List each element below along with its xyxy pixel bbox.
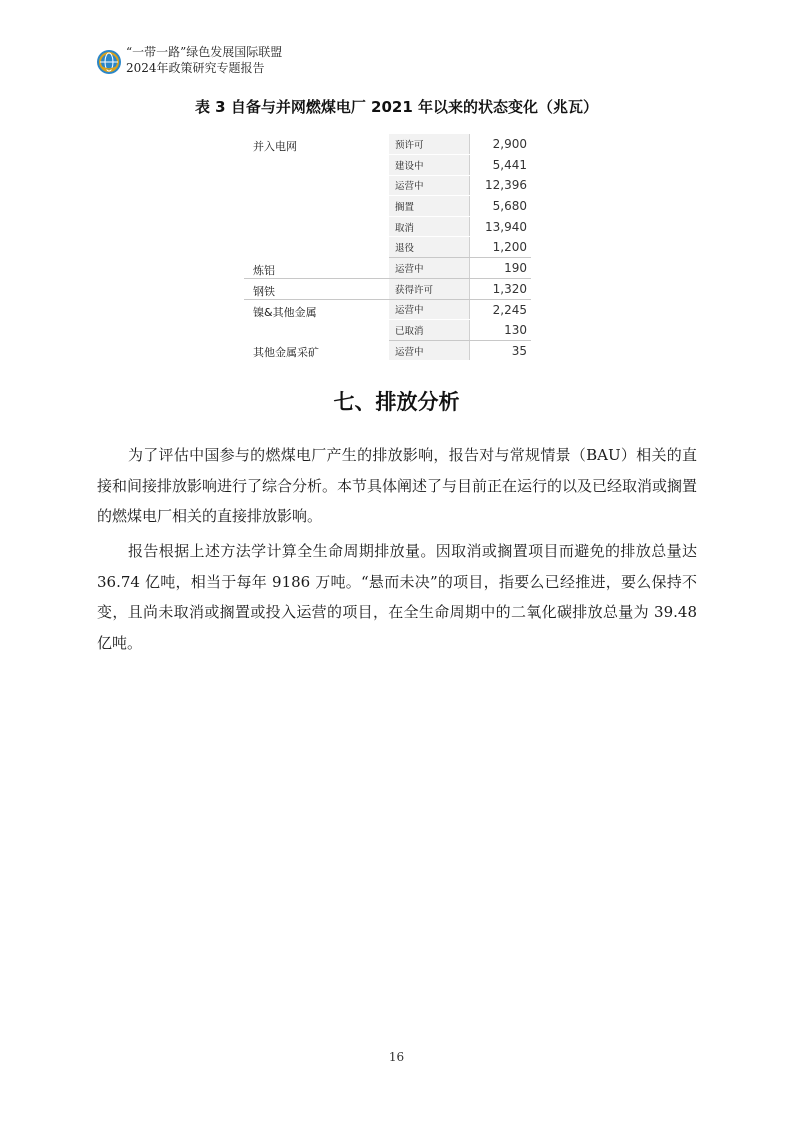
status-change-table: [244, 134, 531, 361]
page-number: 16: [388, 1050, 405, 1064]
table-row: [244, 299, 531, 320]
status-cell: 运营中: [389, 175, 469, 196]
category-cell: 其他金属采矿: [253, 346, 319, 360]
header-text: [126, 44, 282, 76]
table-title: 表 3 自备与并网燃煤电厂 2021 年以来的状态变化（兆瓦）: [194, 98, 599, 116]
body-paragraph: 报告根据上述方法学计算全生命周期排放量。因取消或搁置项目而避免的排放总量达 36.74 亿吨，相当于每年 9186 万吨。“悬而未决”的项目，指要么已经推进，要么保持不变，且尚未取消或搁置或投入运营的项目，在全生命周期中的二氧化碳排放总量为 39.48 亿吨。: [97, 542, 697, 652]
status-cell: 已取消: [389, 320, 469, 341]
value-cell: 1,200: [469, 237, 531, 258]
header-report-name: 2024年政策研究专题报告: [126, 61, 265, 75]
category-cell: 炼铝: [244, 258, 389, 279]
value-cell: 2,900: [469, 134, 531, 155]
category-cell: 并入电网: [253, 140, 297, 153]
category-cell: 钢铁: [244, 278, 389, 299]
table-row: [244, 258, 531, 279]
alliance-globe-icon: [96, 49, 122, 75]
status-cell: 建设中: [389, 155, 469, 176]
status-cell: 获得许可: [389, 278, 469, 299]
table-row: [244, 340, 531, 361]
header-alliance-name: “一带一路”绿色发展国际联盟: [126, 45, 283, 59]
value-cell: 12,396: [469, 175, 531, 196]
value-cell: 190: [469, 258, 531, 279]
value-cell: 5,441: [469, 155, 531, 176]
status-cell: 运营中: [389, 299, 469, 320]
status-cell: 退役: [389, 237, 469, 258]
status-cell: 搁置: [389, 196, 469, 217]
status-cell: 运营中: [389, 340, 469, 361]
body-paragraph: 为了评估中国参与的燃煤电厂产生的排放影响，报告对与常规情景（BAU）相关的直接和间接排放影响进行了综合分析。本节具体阐述了与目前正在运行的以及已经取消或搁置的燃煤电厂相关的直接排放影响。: [97, 446, 698, 525]
status-cell: 取消: [389, 216, 469, 237]
value-cell: 35: [469, 340, 531, 361]
status-cell: 预许可: [389, 134, 469, 155]
table-row: [244, 134, 531, 155]
table-row: [244, 278, 531, 299]
category-cell: 镍&其他金属: [253, 305, 317, 319]
value-cell: 2,245: [469, 299, 531, 320]
section-title: 七、排放分析: [333, 390, 460, 414]
value-cell: 130: [469, 320, 531, 341]
value-cell: 1,320: [469, 278, 531, 299]
status-cell: 运营中: [389, 258, 469, 279]
value-cell: 5,680: [469, 196, 531, 217]
value-cell: 13,940: [469, 216, 531, 237]
